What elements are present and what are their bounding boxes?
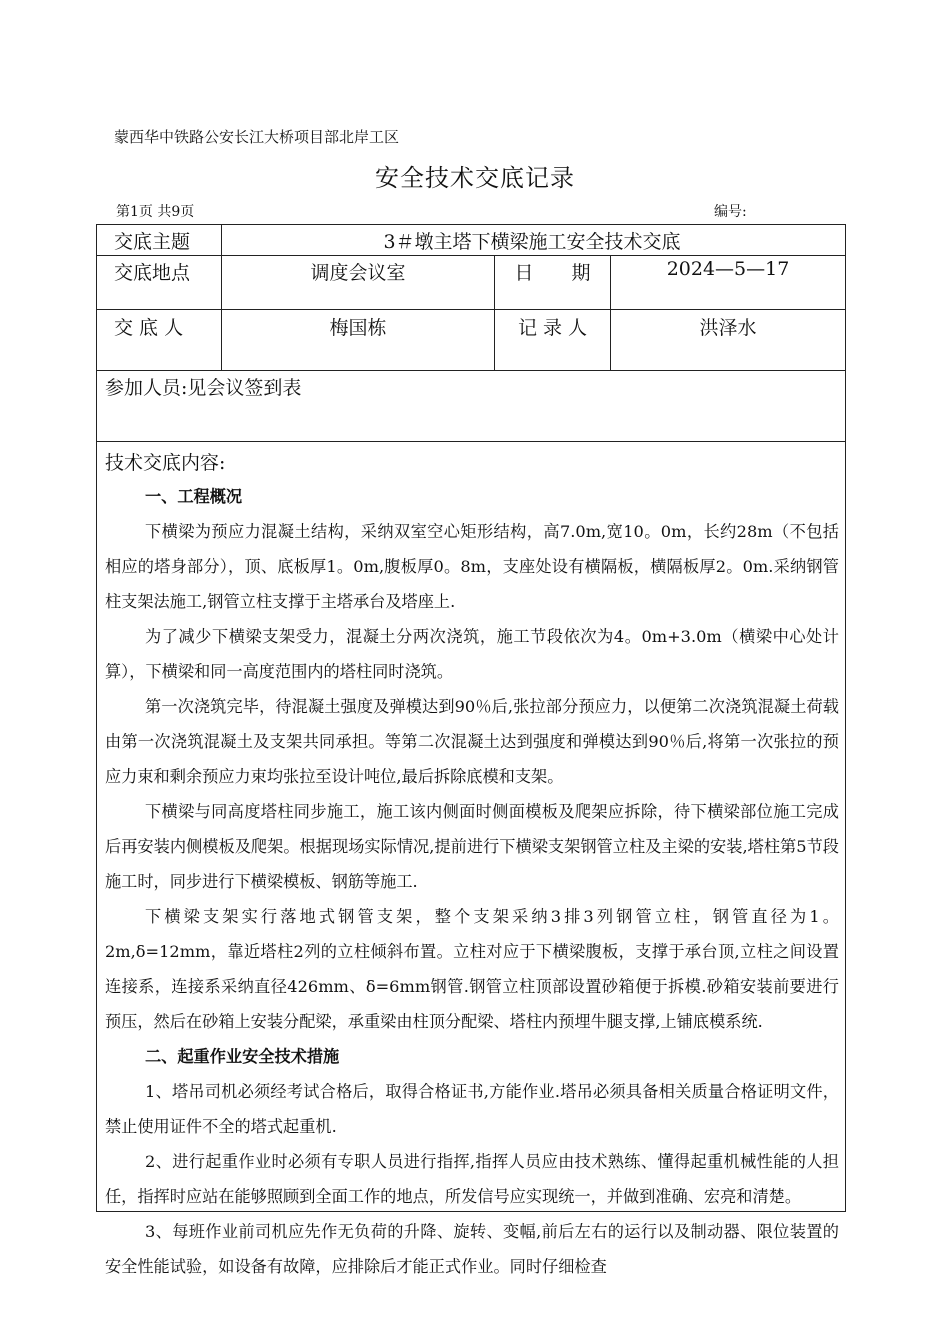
recorder-value: 洪泽水	[699, 317, 757, 339]
paragraph: 1、塔吊司机必须经考试合格后，取得合格证书,方能作业.塔吊必须具备相关质量合格证明文件，禁止使用证件不全的塔式起重机.	[105, 1082, 839, 1136]
page-info: 第1页 共9页	[116, 204, 195, 220]
presenter-label: 交 底 人	[114, 317, 184, 339]
technical-content	[105, 447, 839, 1284]
date-label: 日 期	[514, 262, 591, 284]
content-heading: 技术交底内容:	[105, 452, 226, 474]
row-divider	[97, 309, 845, 310]
record-table	[96, 224, 846, 1276]
presenter-value: 梅国栋	[329, 317, 387, 339]
paragraph: 3、每班作业前司机应先作无负荷的升降、旋转、变幅,前后左右的运行以及制动器、限位装置的安全性能试验，如设备有故障，应排除后才能正式作业。同时仔细检查	[105, 1222, 839, 1276]
recorder-label: 记 录 人	[517, 317, 588, 339]
paragraph: 2、进行起重作业时必须有专职人员进行指挥,指挥人员应由技术熟练、懂得起重机械性能的人担任，指挥时应站在能够照顾到全面工作的地点，所发信号应实现统一，并做到准确、宏亮和清楚。	[105, 1152, 839, 1206]
location-value: 调度会议室	[310, 262, 406, 284]
section-title: 一、工程概况	[145, 487, 243, 506]
paragraph: 第一次浇筑完毕，待混凝土强度及弹模达到90％后,张拉部分预应力，以便第二次浇筑混凝土荷载由第一次浇筑混凝土及支架共同承担。等第二次混凝土达到强度和弹模达到90％后,将第一次张拉的预应力束和剩余预应力束均张拉至设计吨位,最后拆除底模和支架。	[105, 697, 839, 786]
subject-label: 交底主题	[114, 231, 191, 253]
date-value: 2024—5—17	[666, 258, 790, 280]
paragraph: 下横梁支架实行落地式钢管支架，整个支架采纳3排3列钢管立柱，钢管直径为1。2m,δ=12mm，靠近塔柱2列的立柱倾斜布置。立柱对应于下横梁腹板，支撑于承台顶,立柱之间设置连接系，连接系采纳直径426mm、δ=6mm钢管.钢管立柱顶部设置砂箱便于拆模.砂箱安装前要进行预压，然后在砂箱上安装分配梁，承重梁由柱顶分配梁、塔柱内预埋牛腿支撑,上铺底模系统.	[105, 907, 839, 1031]
row-divider	[97, 441, 845, 442]
paragraph: 下横梁为预应力混凝土结构，采纳双室空心矩形结构，高7.0m,宽10。0m，长约28m（不包括相应的塔身部分），顶、底板厚1。0m,腹板厚0。8m，支座处设有横隔板，横隔板厚2。0m.采纳钢管柱支架法施工,钢管立柱支撑于主塔承台及塔座上.	[105, 522, 839, 611]
participants: 参加人员:见会议签到表	[105, 377, 302, 399]
organization-name: 蒙西华中铁路公安长江大桥项目部北岸工区	[114, 128, 400, 146]
subject-value: 3＃墩主塔下横梁施工安全技术交底	[383, 231, 681, 253]
serial-label: 编号:	[714, 204, 747, 220]
document-title: 安全技术交底记录	[375, 164, 575, 192]
paragraph: 为了减少下横梁支架受力，混凝土分两次浇筑，施工节段依次为4。0m+3.0m（横梁中心处计算），下横梁和同一高度范围内的塔柱同时浇筑。	[105, 627, 839, 681]
paragraph: 下横梁与同高度塔柱同步施工，施工该内侧面时侧面模板及爬架应拆除，待下横梁部位施工完成后再安装内侧模板及爬架。根据现场实际情况,提前进行下横梁支架钢管立柱及主梁的安装,塔柱第5节段施工时，同步进行下横梁模板、钢筋等施工.	[105, 802, 839, 891]
section-title: 二、起重作业安全技术措施	[145, 1047, 340, 1066]
location-label: 交底地点	[114, 262, 191, 284]
row-divider	[97, 370, 845, 371]
row-divider	[97, 255, 845, 256]
